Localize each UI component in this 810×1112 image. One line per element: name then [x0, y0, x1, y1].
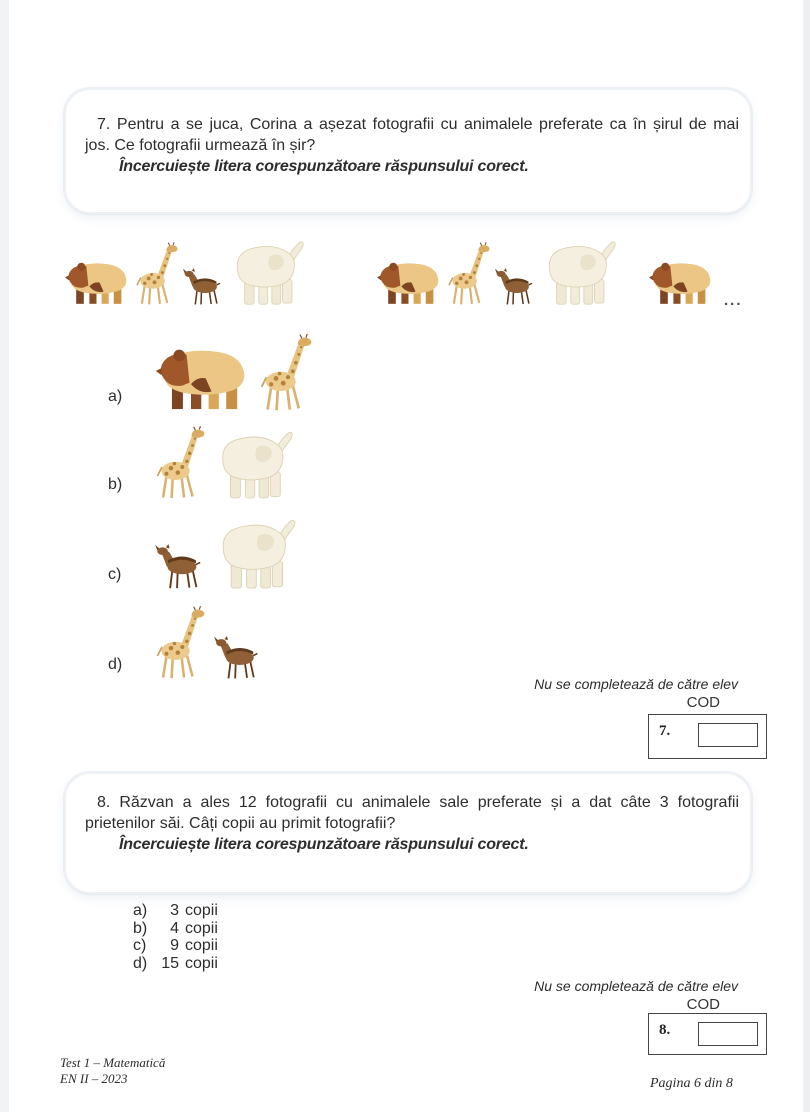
- question-8-line-2: prietenilor săi. Câți copii au primit fotografii?: [85, 815, 396, 832]
- q7-option-a-label: a): [108, 388, 123, 405]
- q7-cod-answer-field: [698, 723, 758, 747]
- question-7-instruction: Încercuiește litera corespunzătoare răspunsului corect.: [119, 158, 529, 175]
- elephant-icon: [213, 428, 294, 500]
- elephant-icon: [540, 238, 617, 306]
- q8-option-a: [133, 902, 218, 920]
- deer-icon: [494, 268, 536, 306]
- sequence-ellipsis-wrap: [722, 236, 743, 309]
- q8-cod-answer-field: [698, 1022, 758, 1046]
- deer-icon: [213, 636, 262, 680]
- q8-option-d: [133, 955, 218, 973]
- q8-option-b: [133, 920, 218, 938]
- animal-sequence-group-1: [64, 236, 305, 306]
- question-7-line-1: 7. Pentru a se juca, Corina a așezat fotografii cu animalele preferate ca în șirul de mai: [97, 116, 739, 133]
- q7-option-b-label: b): [108, 476, 123, 493]
- giraffe-icon: [154, 606, 205, 680]
- q8-option-a-label: a): [133, 902, 148, 919]
- scan-edge-right: [803, 0, 810, 1112]
- q7-option-b: [108, 424, 294, 500]
- question-7-line-2: jos. Ce fotografii urmează în șir?: [85, 137, 316, 154]
- q7-option-c-label: c): [108, 566, 122, 583]
- q8-option-b-number: 4: [170, 919, 179, 937]
- q7-cod-label: COD: [686, 694, 720, 711]
- question-8-instruction: Încercuiește litera corespunzătoare răspunsului corect.: [119, 836, 529, 853]
- deer-icon: [182, 268, 224, 306]
- question-8-line-1: 8. Răzvan a ales 12 fotografii cu animalele sale preferate și a dat câte 3 fotografii: [97, 794, 739, 811]
- footer-test-info: [60, 1055, 165, 1087]
- footer-edition: EN II – 2023: [60, 1071, 128, 1086]
- sequence-ellipsis: ...: [724, 292, 743, 309]
- q8-option-a-unit: copii: [185, 902, 218, 919]
- q8-option-b-label: b): [133, 919, 148, 937]
- giraffe-icon: [154, 426, 205, 500]
- q8-option-c: [133, 937, 218, 955]
- giraffe-icon: [446, 242, 490, 306]
- footer-test-name: Test 1 – Matematică: [60, 1055, 166, 1070]
- deer-icon: [154, 544, 205, 590]
- q8-option-b-unit: copii: [185, 919, 218, 937]
- bear-icon: [64, 260, 130, 306]
- q7-option-d: [108, 604, 262, 680]
- bear-icon: [376, 260, 442, 306]
- bear-icon: [154, 346, 250, 412]
- q7-admin-note: Nu se completează de către elev: [534, 676, 738, 692]
- bear-icon: [648, 260, 714, 306]
- q7-option-c: [108, 514, 297, 590]
- q8-admin-note-block: [500, 977, 738, 1015]
- q7-option-a: [108, 332, 312, 412]
- animal-sequence-group-2: [376, 236, 617, 306]
- question-8-text: [85, 792, 739, 855]
- q7-option-c-images: [154, 516, 297, 590]
- q8-option-c-unit: copii: [185, 937, 218, 954]
- elephant-icon: [228, 238, 305, 306]
- q8-cod-box: [648, 1013, 767, 1055]
- q8-option-c-number: 9: [170, 937, 179, 954]
- elephant-icon: [213, 516, 297, 590]
- q8-option-d-label: d): [133, 954, 148, 972]
- footer-page-number: Pagina 6 din 8: [650, 1076, 733, 1091]
- q7-option-b-images: [154, 426, 294, 500]
- q7-option-a-images: [154, 334, 312, 412]
- q7-option-d-label: d): [108, 656, 123, 673]
- q8-admin-note: Nu se completează de către elev: [534, 978, 738, 994]
- giraffe-icon: [258, 334, 312, 412]
- q7-option-d-images: [154, 606, 262, 680]
- q8-cod-number: 8.: [659, 1022, 671, 1038]
- animal-sequence-group-3: [648, 236, 714, 306]
- q8-option-d-number: 15: [161, 954, 179, 972]
- q8-option-a-number: 3: [170, 902, 179, 919]
- q8-option-d-unit: copii: [185, 954, 218, 972]
- q7-cod-box: [648, 714, 767, 759]
- q7-admin-note-block: [500, 675, 738, 713]
- q8-cod-label: COD: [686, 996, 720, 1013]
- giraffe-icon: [134, 242, 178, 306]
- q8-option-c-label: c): [133, 937, 147, 954]
- q8-options-list: [133, 902, 218, 972]
- question-7-text: [85, 114, 739, 177]
- q7-cod-number: 7.: [659, 723, 671, 739]
- scan-edge-left: [0, 0, 9, 1112]
